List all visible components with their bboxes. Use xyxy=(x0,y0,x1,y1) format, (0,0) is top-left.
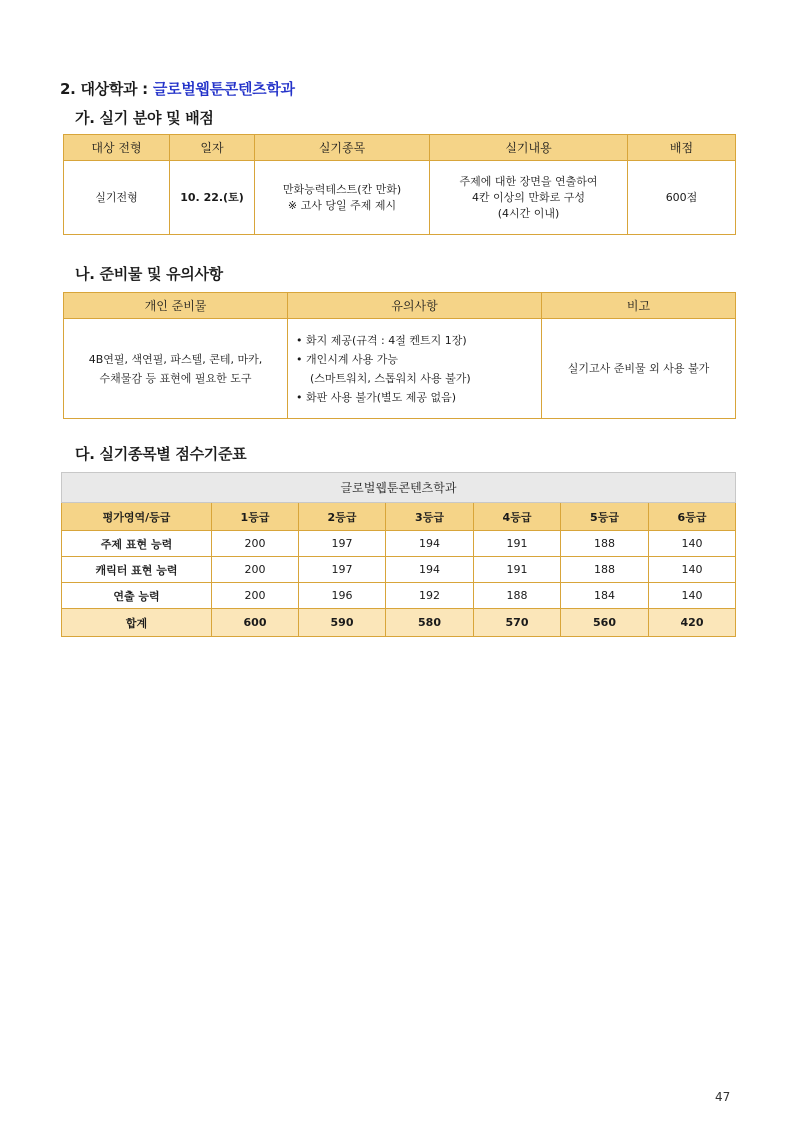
section-label: 대상학과 : xyxy=(80,80,148,98)
total-cell: 580 xyxy=(386,609,474,637)
exam-content-cell xyxy=(430,161,628,235)
note-item: • 화지 제공(규격 : 4절 켄트지 1장) xyxy=(296,333,467,347)
score-cell: 188 xyxy=(561,531,649,557)
header-cell: 유의사항 xyxy=(288,293,542,319)
score-cell: 188 xyxy=(561,557,649,583)
subsection-c-title: 다. 실기종목별 점수기준표 xyxy=(75,445,247,463)
header-cell: 1등급 xyxy=(212,503,299,531)
table-row xyxy=(62,557,736,583)
section-number: 2. xyxy=(60,80,76,98)
header-cell: 일자 xyxy=(170,135,255,161)
score-cell: 200 xyxy=(212,583,299,609)
score-table xyxy=(61,472,736,637)
subject-line: 만화능력테스트(칸 만화) xyxy=(282,182,402,196)
content-line: (4시간 이내) xyxy=(497,206,560,220)
exam-type-cell: 실기전형 xyxy=(64,161,170,235)
score-cell: 140 xyxy=(649,583,736,609)
score-cell: 197 xyxy=(299,531,386,557)
notes-cell xyxy=(288,319,542,419)
header-cell: 개인 준비물 xyxy=(64,293,288,319)
header-cell: 3등급 xyxy=(386,503,474,531)
total-cell: 560 xyxy=(561,609,649,637)
score-cell: 192 xyxy=(386,583,474,609)
score-cell: 191 xyxy=(474,531,561,557)
exam-date-cell: 10. 22.(토) xyxy=(170,161,255,235)
exam-score-cell: 600점 xyxy=(628,161,736,235)
subject-line: ※ 고사 당일 주제 제시 xyxy=(287,198,397,212)
header-cell: 비고 xyxy=(542,293,736,319)
table-header-row xyxy=(62,503,736,531)
row-label: 주제 표현 능력 xyxy=(62,531,212,557)
total-cell: 420 xyxy=(649,609,736,637)
header-cell: 평가영역/등급 xyxy=(62,503,212,531)
table-header-row xyxy=(64,293,736,319)
table-header-row xyxy=(64,135,736,161)
score-table-title: 글로벌웹툰콘텐츠학과 xyxy=(62,473,736,503)
header-cell: 실기내용 xyxy=(430,135,628,161)
score-cell: 191 xyxy=(474,557,561,583)
row-label: 연출 능력 xyxy=(62,583,212,609)
total-cell: 570 xyxy=(474,609,561,637)
header-cell: 6등급 xyxy=(649,503,736,531)
score-cell: 196 xyxy=(299,583,386,609)
header-cell: 대상 전형 xyxy=(64,135,170,161)
score-cell: 194 xyxy=(386,557,474,583)
header-cell: 2등급 xyxy=(299,503,386,531)
note-item: • 개인시계 사용 가능 xyxy=(296,352,398,366)
content-line: 4칸 이상의 만화로 구성 xyxy=(471,190,586,204)
total-cell: 600 xyxy=(212,609,299,637)
score-cell: 140 xyxy=(649,531,736,557)
score-cell: 200 xyxy=(212,531,299,557)
exam-subject-cell xyxy=(255,161,430,235)
total-row xyxy=(62,609,736,637)
row-label: 캐릭터 표현 능력 xyxy=(62,557,212,583)
page-number: 47 xyxy=(715,1090,731,1104)
section-heading xyxy=(60,78,295,99)
score-cell: 184 xyxy=(561,583,649,609)
header-cell: 4등급 xyxy=(474,503,561,531)
content-line: 주제에 대한 장면을 연출하여 xyxy=(459,174,598,188)
remark-cell: 실기고사 준비물 외 사용 불가 xyxy=(542,319,736,419)
table-row xyxy=(62,531,736,557)
row-label: 합계 xyxy=(62,609,212,637)
header-cell: 5등급 xyxy=(561,503,649,531)
score-cell: 197 xyxy=(299,557,386,583)
supplies-line: 4B연필, 색연필, 파스텔, 콘테, 마카, xyxy=(88,352,263,366)
score-cell: 188 xyxy=(474,583,561,609)
total-cell: 590 xyxy=(299,609,386,637)
note-item: • 화판 사용 불가(별도 제공 없음) xyxy=(296,390,457,404)
exam-field-table xyxy=(63,134,736,235)
note-item: (스마트워치, 스톱워치 사용 불가) xyxy=(310,371,471,385)
subsection-a-title: 가. 실기 분야 및 배점 xyxy=(75,109,214,127)
supplies-table xyxy=(63,292,736,419)
table-row xyxy=(62,583,736,609)
score-cell: 140 xyxy=(649,557,736,583)
table-title-row xyxy=(62,473,736,503)
header-cell: 배점 xyxy=(628,135,736,161)
score-cell: 194 xyxy=(386,531,474,557)
score-cell: 200 xyxy=(212,557,299,583)
subsection-b-title: 나. 준비물 및 유의사항 xyxy=(75,265,223,283)
department-name: 글로벌웹툰콘텐츠학과 xyxy=(152,80,295,98)
supplies-line: 수채물감 등 표현에 필요한 도구 xyxy=(99,371,252,385)
table-row xyxy=(64,319,736,419)
header-cell: 실기종목 xyxy=(255,135,430,161)
table-row xyxy=(64,161,736,235)
supplies-cell xyxy=(64,319,288,419)
